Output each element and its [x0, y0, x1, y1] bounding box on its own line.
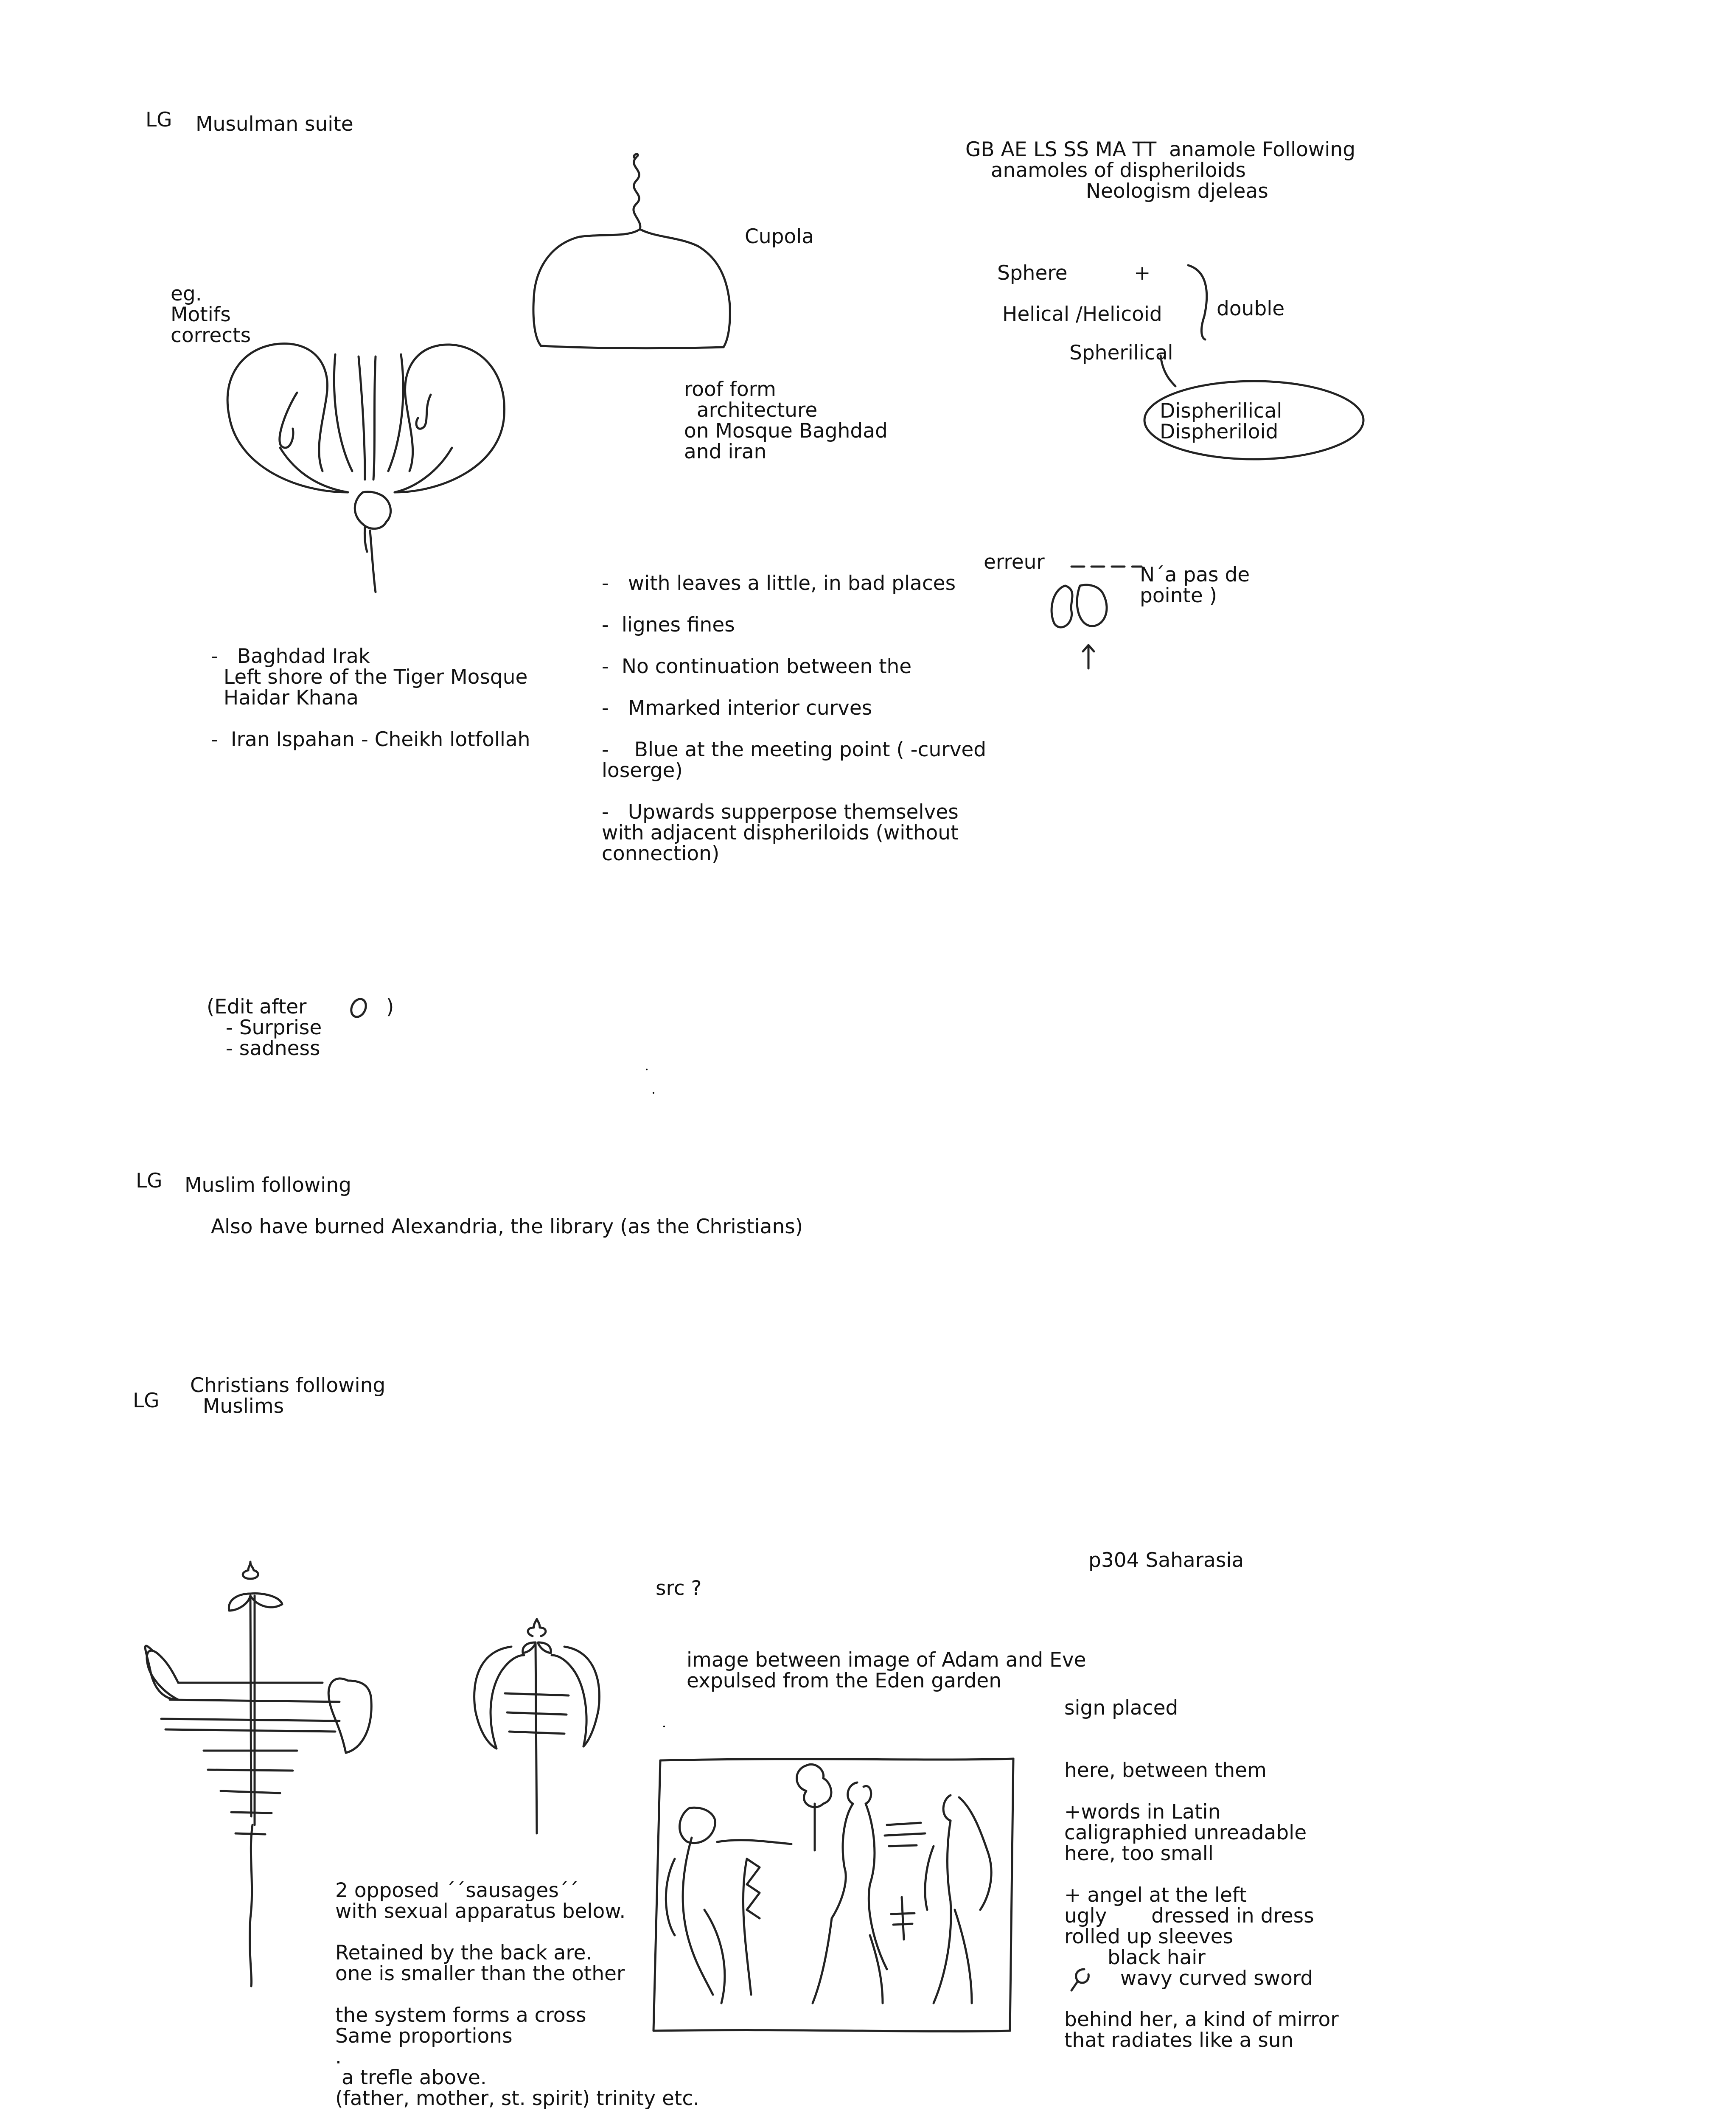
spherilical-connector — [1161, 356, 1175, 386]
alexandria-note: Also have burned Alexandria, the library (as the Christians) — [211, 1215, 803, 1238]
double-label: double — [1217, 297, 1285, 320]
image-caption: image between image of Adam and Eve expulsed from the Eden garden — [687, 1648, 1086, 1693]
latin-words-note: +words in Latin caligraphied unreadable here, too small — [1064, 1800, 1307, 1865]
erreur-sketch — [1052, 567, 1141, 668]
src-note: src ? — [656, 1577, 702, 1600]
dispherilical-ellipse — [1144, 381, 1363, 459]
mirror-note: behind her, a kind of mirror that radiates like a sun — [1064, 2008, 1339, 2052]
angel-hair-sword: black hair wavy curved sword — [1108, 1946, 1313, 1990]
section-title-muslim-following: Muslim following — [185, 1173, 351, 1197]
section-tag-lg-2: LG — [136, 1169, 163, 1193]
plus-sign: + — [1134, 261, 1151, 285]
erreur-label: erreur — [984, 550, 1045, 574]
roof-form-note: roof form architecture on Mosque Baghdad and iran — [684, 378, 888, 463]
pas-de-pointe-note: N´a pas de pointe ) — [1140, 563, 1250, 607]
edit-after-note: (Edit after — [207, 995, 307, 1019]
sausages-description: 2 opposed ´´sausages´´ with sexual apparatus below. Retained by the back are. one is smaller than the other the system forms a cross Same proportions . a trefle above. (father, mother, st. spirit) trinity etc. — [335, 1879, 700, 2110]
tiny-mirror-mark — [1071, 1969, 1088, 1990]
section-tag-lg-3: LG — [133, 1389, 160, 1412]
dispherilical-label: Dispherilical Dispheriloid — [1160, 399, 1282, 443]
locations-list: - Baghdad Irak Left shore of the Tiger Mosque Haidar Khana - Iran Ispahan - Cheikh lotfollah — [211, 645, 530, 751]
angel-note: + angel at the left — [1064, 1883, 1247, 1907]
codes-note: GB AE LS SS MA TT anamole Following anamoles of dispheriloids Neologism djeleas — [965, 138, 1356, 203]
sign-placed-note: sign placed — [1064, 1696, 1178, 1720]
sphere-label: Sphere — [997, 261, 1068, 285]
saharasia-reference: p304 Saharasia — [1088, 1549, 1244, 1572]
helical-label: Helical /Helicoid — [1002, 303, 1162, 326]
section-title-christians-following: Christians following Muslims — [190, 1374, 386, 1418]
large-cross-sketch — [145, 1562, 371, 1986]
edit-oval-icon — [348, 996, 369, 1019]
section-tag-lg-1: LG — [146, 108, 172, 132]
emotions-list: - Surprise - sadness — [225, 1016, 322, 1060]
spherilical-label: Spherilical — [1069, 341, 1173, 365]
small-cross-sketch — [474, 1619, 600, 1833]
here-between-note: here, between them — [1064, 1759, 1267, 1782]
dot-mark — [653, 1092, 654, 1094]
observations-list: - with leaves a little, in bad places - lignes fines - No continuation between the - Mmarked interior curves - Blue at the meeting point ( -curved loserge) - Upwards supperpose themselves with adjacent dispheriloids (without connection) — [602, 572, 987, 865]
cupola-sketch — [533, 154, 730, 348]
adam-eve-illustration — [653, 1759, 1013, 2031]
edit-after-close-paren: ) — [386, 995, 394, 1019]
cupola-label: Cupola — [745, 225, 814, 248]
section-title-musulman-suite: Musulman suite — [196, 112, 353, 136]
example-motifs-note: eg. Motifs corrects — [171, 282, 251, 347]
motif-leaves-sketch — [227, 344, 504, 592]
dot-mark — [663, 1726, 665, 1727]
double-bracket — [1188, 265, 1207, 340]
dot-mark — [646, 1069, 648, 1070]
angel-description: ugly dressed in dress rolled up sleeves — [1064, 1904, 1314, 1948]
